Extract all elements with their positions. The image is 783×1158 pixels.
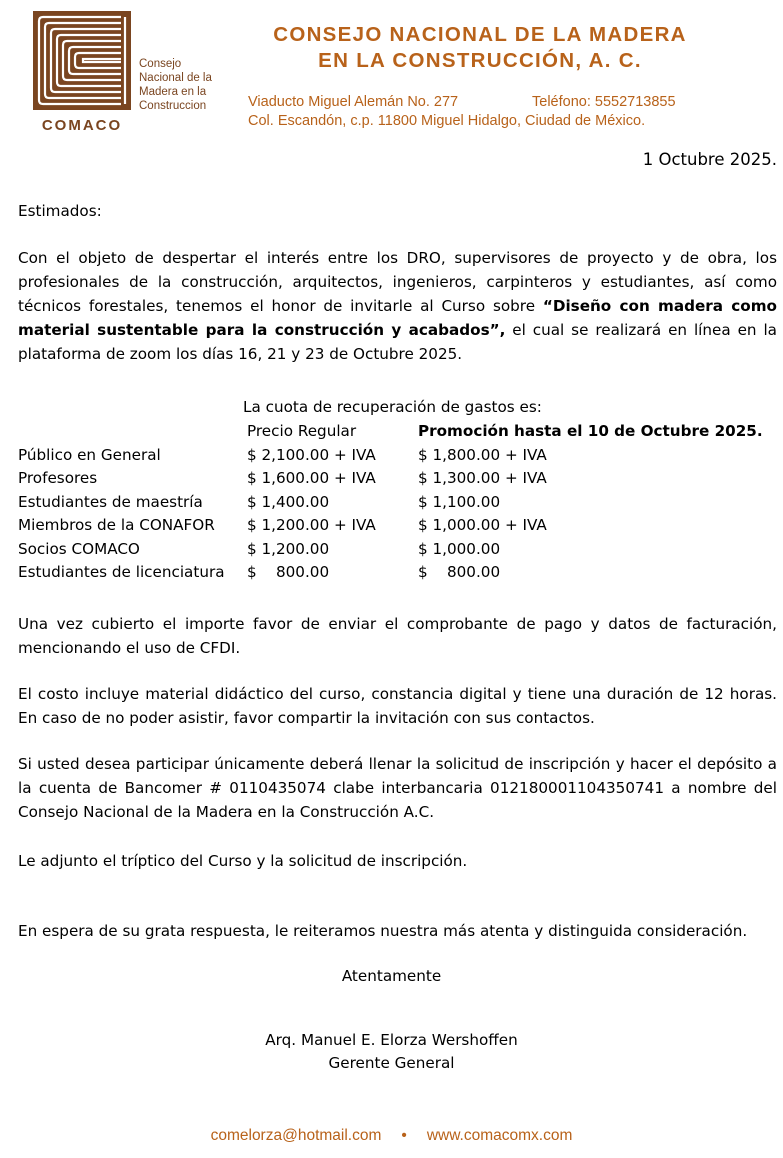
table-row bbox=[18, 516, 763, 540]
comaco-logo-icon bbox=[33, 11, 131, 110]
footer-separator: • bbox=[401, 1127, 407, 1144]
fee-regular: $ 1,200.00 + IVA bbox=[247, 516, 376, 534]
logo-side-line: Nacional de la bbox=[139, 72, 212, 84]
signer-title: Gerente General bbox=[328, 1054, 455, 1072]
fees-intro: La cuota de recuperación de gastos es: bbox=[243, 398, 542, 416]
table-row bbox=[18, 563, 763, 587]
fee-regular: $ 1,200.00 bbox=[247, 539, 330, 558]
intro-text-end: el cual se realizará en línea en la plataforma de zoom los días 16, 21 y 23 de Octubre 2025. bbox=[18, 321, 777, 363]
fee-regular: $ 800.00 bbox=[247, 563, 330, 581]
attachment-paragraph: Le adjunto el tríptico del Curso y la solicitud de inscripción. bbox=[18, 852, 468, 870]
course-title: “Diseño con madera como material sustentable para la construcción y acabados”, bbox=[18, 297, 777, 339]
phone-number: Teléfono: 5552713855 bbox=[532, 94, 676, 110]
footer bbox=[0, 1127, 783, 1145]
fee-category: Miembros de la CONAFOR bbox=[18, 516, 215, 534]
fee-category: Público en General bbox=[18, 445, 161, 464]
closing-paragraph: En espera de su grata respuesta, le reiteramos nuestra más atenta y distinguida consideración. bbox=[18, 922, 748, 940]
fee-promo: $ 1,100.00 bbox=[418, 492, 501, 511]
address-line1: Viaducto Miguel Alemán No. 277 bbox=[248, 94, 459, 110]
fee-promo: $ 1,800.00 + IVA bbox=[418, 445, 547, 464]
letter-date: 1 Octubre 2025. bbox=[642, 150, 777, 169]
organization-name bbox=[220, 22, 740, 74]
sign-off: Atentamente bbox=[341, 967, 442, 985]
fees-table bbox=[18, 422, 763, 587]
deposit-paragraph: Si usted desea participar únicamente deberá llenar la solicitud de inscripción y hacer el depósito a la cuenta de Bancomer # 0110435074 clabe interbancaria 012180001104350741 a nombre del Consejo Nacional de la Madera en la Construcción A.C. bbox=[18, 755, 777, 821]
greeting: Estimados: bbox=[18, 202, 102, 220]
fee-promo: $ 1,000.00 bbox=[418, 539, 501, 558]
fees-header-row bbox=[18, 422, 763, 446]
signer-name: Arq. Manuel E. Elorza Wershoffen bbox=[265, 1031, 518, 1049]
organization-name-line1: CONSEJO NACIONAL DE LA MADERA bbox=[273, 23, 687, 46]
fee-promo: $ 1,300.00 + IVA bbox=[418, 469, 547, 487]
includes-paragraph: El costo incluye material didáctico del curso, constancia digital y tiene una duración de 12 horas. En caso de no poder asistir, favor compartir la invitación con sus contactos. bbox=[18, 685, 777, 727]
fee-category: Estudiantes de licenciatura bbox=[18, 563, 225, 581]
intro-text: Con el objeto de despertar el interés entre los DRO, supervisores de proyecto y de obra, los profesionales de la construcción, arquitectos, ingenieros, carpinteros y estudiantes, así como técnicos forestales, tenemos el honor de invitarle al Curso sobre bbox=[18, 249, 777, 315]
fee-category: Estudiantes de maestría bbox=[18, 492, 203, 511]
logo-side-line: Madera en la bbox=[139, 86, 207, 98]
address-line2: Col. Escandón, c.p. 11800 Miguel Hidalgo, Ciudad de México. bbox=[248, 113, 646, 129]
logo-side-text bbox=[139, 57, 212, 113]
table-row bbox=[18, 446, 763, 470]
regular-price-header: Precio Regular bbox=[247, 422, 357, 440]
comaco-logo bbox=[33, 11, 131, 110]
fee-regular: $ 2,100.00 + IVA bbox=[247, 445, 376, 464]
intro-paragraph bbox=[18, 246, 777, 366]
promo-price-header: Promoción hasta el 10 de Octubre 2025. bbox=[418, 422, 763, 440]
footer-website[interactable]: www.comacomx.com bbox=[426, 1127, 573, 1144]
logo-wordmark: COMACO bbox=[41, 117, 123, 134]
organization-name-line2: EN LA CONSTRUCCIÓN, A. C. bbox=[318, 49, 642, 72]
table-row bbox=[18, 469, 763, 493]
logo-side-line: Construccion bbox=[139, 100, 207, 112]
table-row bbox=[18, 540, 763, 564]
fee-promo: $ 800.00 bbox=[418, 563, 501, 581]
fee-promo: $ 1,000.00 + IVA bbox=[418, 516, 547, 534]
fee-regular: $ 1,600.00 + IVA bbox=[247, 469, 376, 487]
fee-category: Socios COMACO bbox=[18, 539, 140, 558]
footer-email[interactable]: comelorza@hotmail.com bbox=[210, 1127, 382, 1144]
fee-category: Profesores bbox=[18, 469, 98, 487]
payment-paragraph: Una vez cubierto el importe favor de enviar el comprobante de pago y datos de facturación, mencionando el uso de CFDI. bbox=[18, 615, 777, 657]
logo-side-line: Consejo bbox=[139, 58, 182, 70]
fee-regular: $ 1,400.00 bbox=[247, 492, 330, 511]
table-row bbox=[18, 493, 763, 517]
